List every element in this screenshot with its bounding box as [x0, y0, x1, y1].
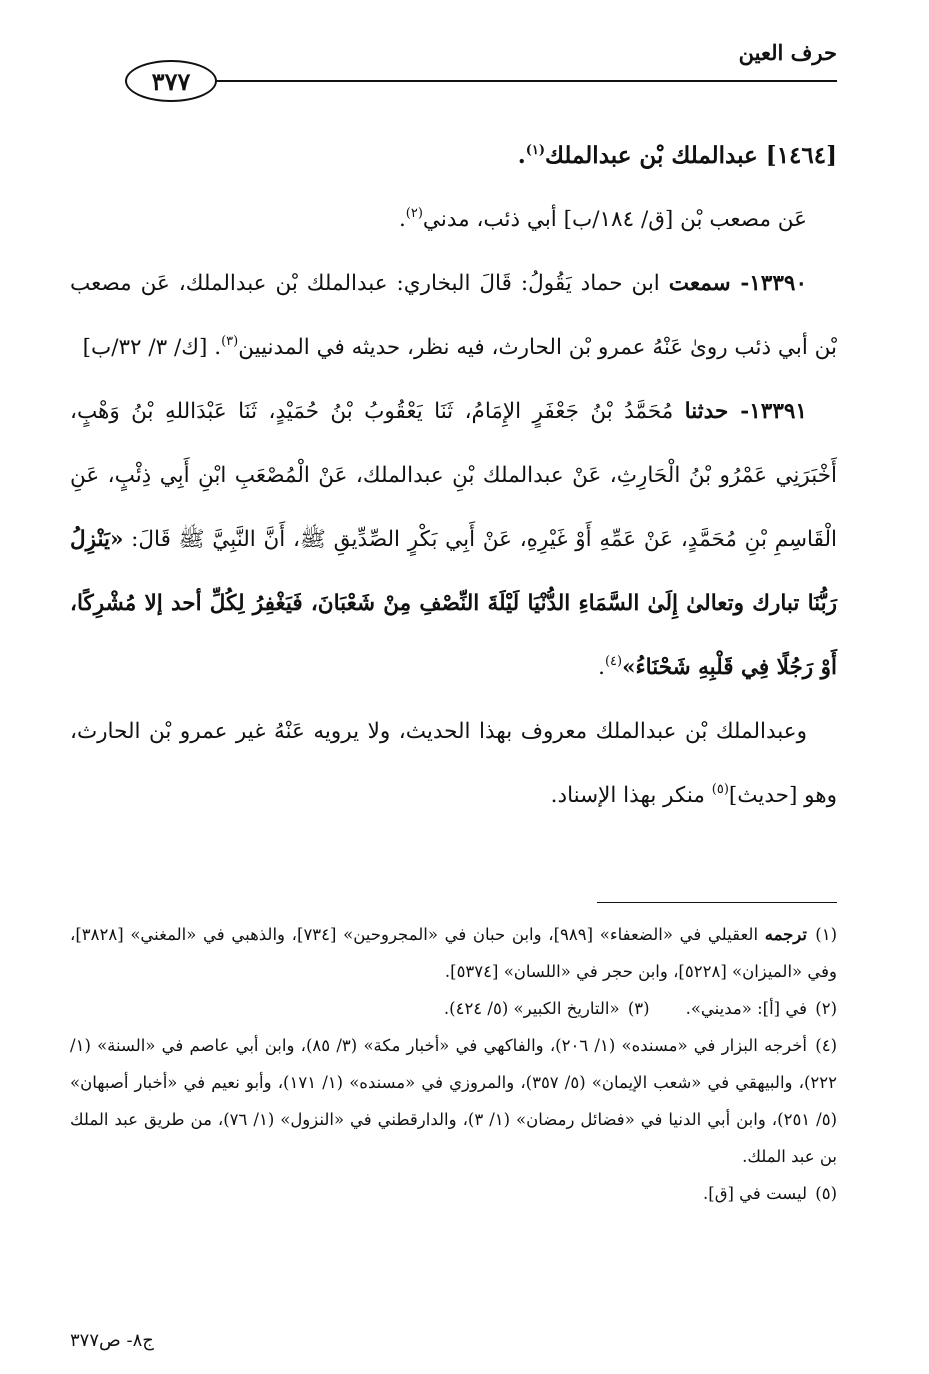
- entry-heading: [١٤٦٤] عبدالملك بْن عبدالملك$^{(١)}$.: [517, 142, 837, 169]
- page-number: ٣٧٧: [151, 66, 191, 96]
- footnote-1: [70, 916, 837, 990]
- hadith-text: «يَنْزِلُ رَبُّنَا تبارك وتعالىٰ إِلَىٰ السَّمَاءِ الدُّنْيَا لَيْلَةَ النِّصْفِ مِنْ شَعْبَانَ، فَيَغْفِرُ لِكُلِّ أحد إلا مُشْرِكًا، أَوْ رَجُلًا فِي قَلْبِهِ شَحْنَاءُ»: [70, 527, 837, 680]
- entry-line: [70, 188, 837, 252]
- narration-number: ١٣٣٩١-: [728, 399, 807, 424]
- footnote-text: في [أ]: «مديني».: [685, 999, 807, 1018]
- closing-end: منكر بهذا الإسناد.: [550, 783, 712, 808]
- footnote-ref-5: (٥): [711, 782, 729, 797]
- narration-end: .: [598, 655, 605, 680]
- narration-number: ١٣٣٩٠-: [730, 271, 807, 296]
- header-rule: [128, 80, 837, 82]
- page-number-oval: [125, 60, 217, 102]
- footnote-number: (٥): [815, 1184, 837, 1203]
- footnote-3: [444, 990, 650, 1027]
- narration-13390: [70, 252, 837, 380]
- footnote-ref-1: (١): [525, 143, 545, 158]
- narration-keyword: سمعت: [668, 271, 731, 296]
- chapter-title: حرف العين: [738, 40, 837, 65]
- footnote-4: [70, 1027, 837, 1175]
- narration-text: مُحَمَّدُ بْنُ جَعْفَرٍ الإِمَامُ، ثَنَا يَعْقُوبُ بْنُ حُمَيْدٍ، ثَنَا عَبْدَاللهِ بْنُ وَهْبٍ، أَخْبَرَنِي عَمْرُو بْنُ الْحَارِثِ، عَنْ عبدالملك بْنِ عبدالملك، عَنْ الْمُصْعَبِ ابْنِ أَبِي ذِئْبٍ، عَنِ الْقَاسِمِ بْنِ مُحَمَّدٍ، عَنْ عَمِّهِ أَوْ غَيْرِهِ، عَنْ أَبِي بَكْرٍ الصِّدِّيقِ ﷺ، أَنَّ النَّبِيَّ ﷺ قَالَ:: [70, 399, 837, 552]
- footnote-text: أخرجه البزار في «مسنده» (١/ ٢٠٦)، والفاكهي في «أخبار مكة» (٣/ ٨٥)، وابن أبي عاصم في «السنة» (١/ ٢٢٢)، والبيهقي في «شعب الإيمان» (٥/ ٣٥٧)، والمروزي في «مسنده» (١/ ١٧١)، وأبو نعيم في «أخبار أصبهان» (٥/ ٢٥١)، وابن أبي الدنيا في «فضائل رمضان» (١/ ٣)، والدارقطني في «النزول» (١/ ٧٦)، من طريق عبد الملك بن عبد الملك.: [70, 1036, 838, 1166]
- footnote-5: [70, 1175, 837, 1212]
- page-reference: ج٨- ص٣٧٧: [70, 1330, 154, 1351]
- narration-13391: [70, 380, 837, 700]
- footnote-separator: [597, 902, 837, 903]
- footnote-number: (٤): [815, 1036, 837, 1055]
- footnotes: [70, 916, 837, 1212]
- narration-end: . [ك/ ٣/ ٣٢/ب]: [82, 335, 222, 360]
- footnote-keyword: ترجمه: [764, 925, 807, 944]
- narration-keyword: حدثنا: [684, 399, 729, 424]
- footnote-text: العقيلي في «الضعفاء» [٩٨٩]، وابن حبان في «المجروحين» [٧٣٤]، والذهبي في «المغني» [٣٨٢٨]، وفي «الميزان» [٥٢٢٨]، وابن حجر في «اللسان» [٥٣٧٤].: [70, 925, 837, 981]
- footnote-2: [686, 990, 837, 1027]
- closing-text: وعبدالملك بْن عبدالملك معروف بهذا الحديث، ولا يرويه عَنْهُ غير عمرو بْن الحارث، وهو [حديث]: [70, 719, 837, 808]
- footnote-ref-2: (٢): [405, 206, 423, 221]
- footnote-text: «التاريخ الكبير» (٥/ ٤٢٤).: [443, 999, 620, 1018]
- footnote-text: ليست في [ق].: [703, 1184, 807, 1203]
- entry-heading-text: [١٤٦٤] عبدالملك بْن عبدالملك: [545, 142, 837, 169]
- footnote-number: (١): [815, 925, 837, 944]
- closing-paragraph: [70, 700, 837, 828]
- footnote-ref-3: (٣): [221, 334, 239, 349]
- main-text: [70, 124, 837, 828]
- footnote-number: (٢): [815, 999, 837, 1018]
- footnote-ref-4: (٤): [604, 654, 623, 669]
- entry-line-end: .: [398, 207, 406, 232]
- footnote-row-2-3: [70, 990, 837, 1027]
- entry-line-text: عَن مصعب بْن [ق/ ١٨٤/ب] أبي ذئب، مدني: [422, 207, 807, 232]
- narration-text: ابن حماد يَقُولُ: قَالَ البخاري: عبدالملك بْن عبدالملك، عَن مصعب بْن أبي ذئب رویٰ عَنْهُ عمرو بْن الحارث، فيه نظر، حديثه في المدنيين: [70, 271, 837, 360]
- footnote-number: (٣): [627, 999, 650, 1018]
